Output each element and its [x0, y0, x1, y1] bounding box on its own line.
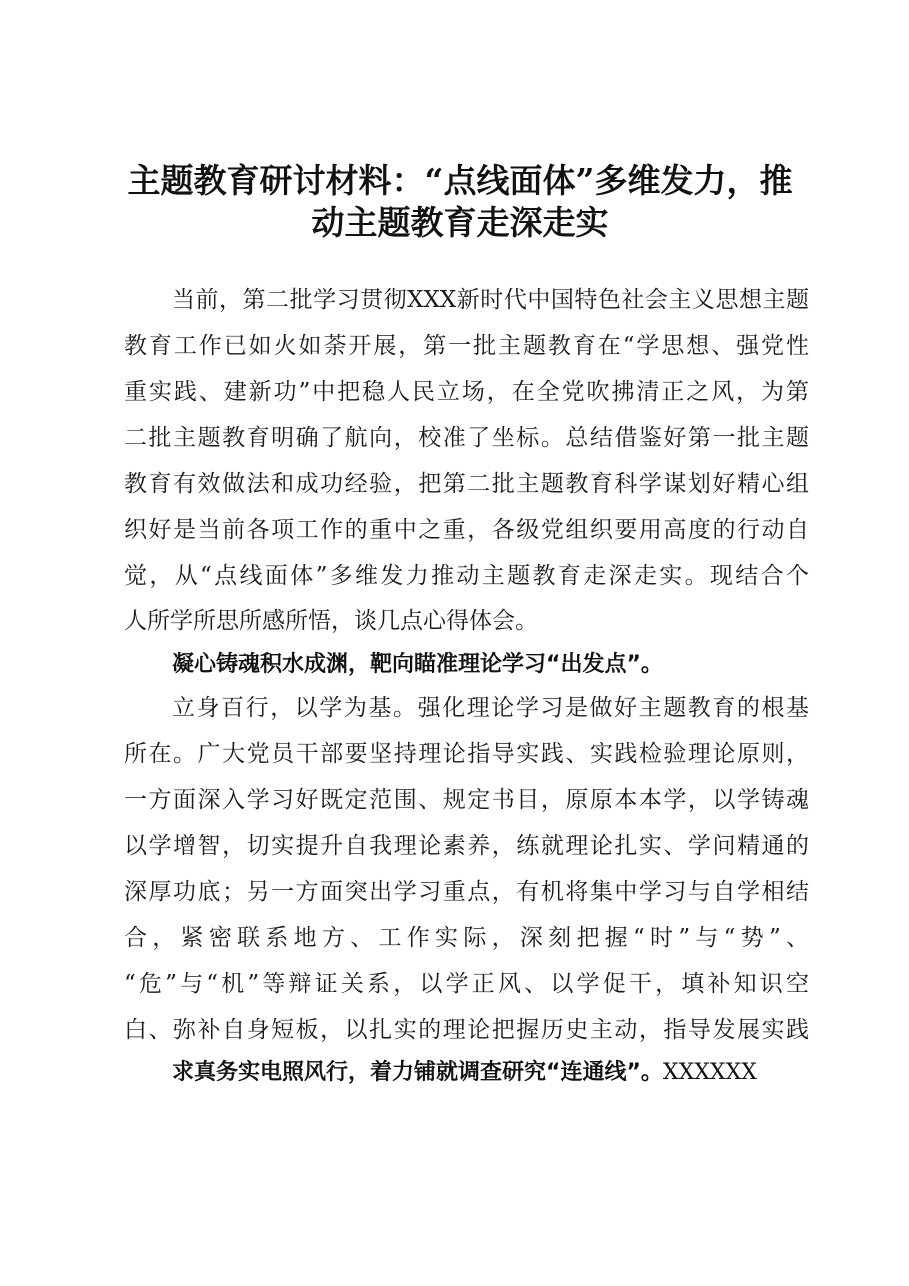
paragraph-1-line-4: 二批主题教育明确了航向，校准了坐标。总结借鉴好第一批主题: [124, 425, 809, 451]
section-heading-1: 凝心铸魂积水成渊，靶向瞄准理论学习“出发点”。: [172, 652, 663, 677]
paragraph-1-line-5: 教育有效做法和成功经验，把第二批主题教育科学谋划好精心组: [124, 471, 809, 497]
paragraph-1-line-7: 觉，从“点线面体”多维发力推动主题教育走深走实。现结合个: [124, 563, 809, 589]
section-heading-2-tail: XXXXXX: [662, 1060, 757, 1085]
document-title-line-1: 主题教育研讨材料：“点线面体”多维发力，推: [127, 161, 793, 200]
paragraph-1-line-3: 重实践、建新功”中把稳人民立场，在全党吹拂清正之风，为第: [124, 379, 809, 405]
paragraph-2-line-7: “危”与“机”等辩证关系，以学正风、以学促干，填补知识空: [124, 971, 809, 997]
section-heading-2: [172, 1058, 822, 1088]
document-title-line-2: 动主题教育走深走实: [311, 203, 609, 242]
paragraph-1-line-1: 当前，第二批学习贯彻XXX新时代中国特色社会主义思想主题: [172, 287, 809, 313]
section-heading-2-text: 求真务实电照风行，着力铺就调查研究“连通线”。: [172, 1060, 663, 1085]
paragraph-2-line-5: 深厚功底；另一方面突出学习重点，有机将集中学习与自学相结: [124, 879, 809, 905]
paragraph-2-line-8: 白、弥补自身短板，以扎实的理论把握历史主动，指导发展实践: [124, 1017, 809, 1043]
paragraph-1-line-2: 教育工作已如火如荼开展，第一批主题教育在“学思想、强党性: [124, 333, 809, 359]
paragraph-2-line-3: 一方面深入学习好既定范围、规定书目，原原本本学，以学铸魂: [124, 787, 809, 813]
paragraph-2-line-6: 合，紧密联系地方、工作实际，深刻把握“时”与“势”、: [124, 925, 809, 951]
paragraph-1-line-6: 织好是当前各项工作的重中之重，各级党组织要用高度的行动自: [124, 517, 809, 543]
paragraph-1-line-8: 人所学所思所感所悟，谈几点心得体会。: [124, 608, 538, 634]
paragraph-2-line-1: 立身百行，以学为基。强化理论学习是做好主题教育的根基: [172, 695, 809, 721]
paragraph-2-line-2: 所在。广大党员干部要坚持理论指导实践、实践检验理论原则，: [124, 741, 809, 767]
paragraph-2-line-4: 以学增智，切实提升自我理论素养，练就理论扎实、学问精通的: [124, 833, 809, 859]
